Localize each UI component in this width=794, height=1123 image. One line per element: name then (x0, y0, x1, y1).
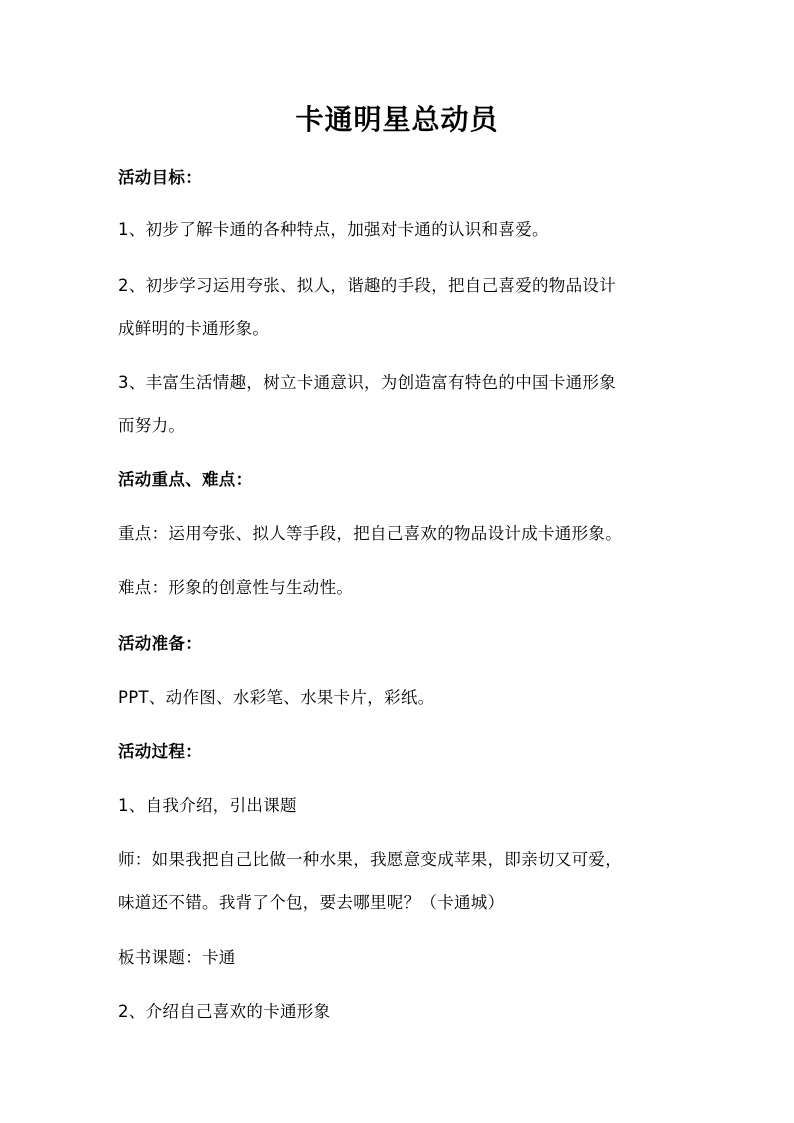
process-step-1: 1、自我介绍，引出课题 (118, 796, 297, 815)
preparation-items: PPT、动作图、水彩笔、水果卡片，彩纸。 (118, 688, 435, 707)
goal-2-line-1: 2、初步学习运用夸张、拟人，谐趣的手段，把自己喜爱的物品设计 (118, 276, 616, 295)
board-title: 板书课题：卡通 (118, 948, 236, 967)
goal-2-line-2: 成鲜明的卡通形象。 (118, 319, 270, 338)
preparation-heading: 活动准备： (118, 634, 202, 653)
teacher-line-1: 师：如果我把自己比做一种水果，我愿意变成苹果，即亲切又可爱， (118, 850, 622, 869)
key-points-heading: 活动重点、难点： (118, 470, 253, 489)
difficulty-point: 难点：形象的创意性与生动性。 (118, 578, 354, 597)
goal-3-line-1: 3、丰富生活情趣，树立卡通意识，为创造富有特色的中国卡通形象 (118, 373, 616, 392)
process-step-2: 2、介绍自己喜欢的卡通形象 (118, 1002, 331, 1021)
goal-3-line-2: 而努力。 (118, 416, 186, 435)
goals-heading: 活动目标： (118, 168, 202, 187)
process-heading: 活动过程： (118, 742, 202, 761)
teacher-line-2: 味道还不错。我背了个包，要去哪里呢？（卡通城） (118, 893, 505, 912)
document-title: 卡通明星总动员 (295, 103, 499, 136)
key-point: 重点：运用夸张、拟人等手段，把自己喜欢的物品设计成卡通形象。 (118, 524, 622, 543)
goal-1: 1、初步了解卡通的各种特点，加强对卡通的认识和喜爱。 (118, 220, 549, 239)
